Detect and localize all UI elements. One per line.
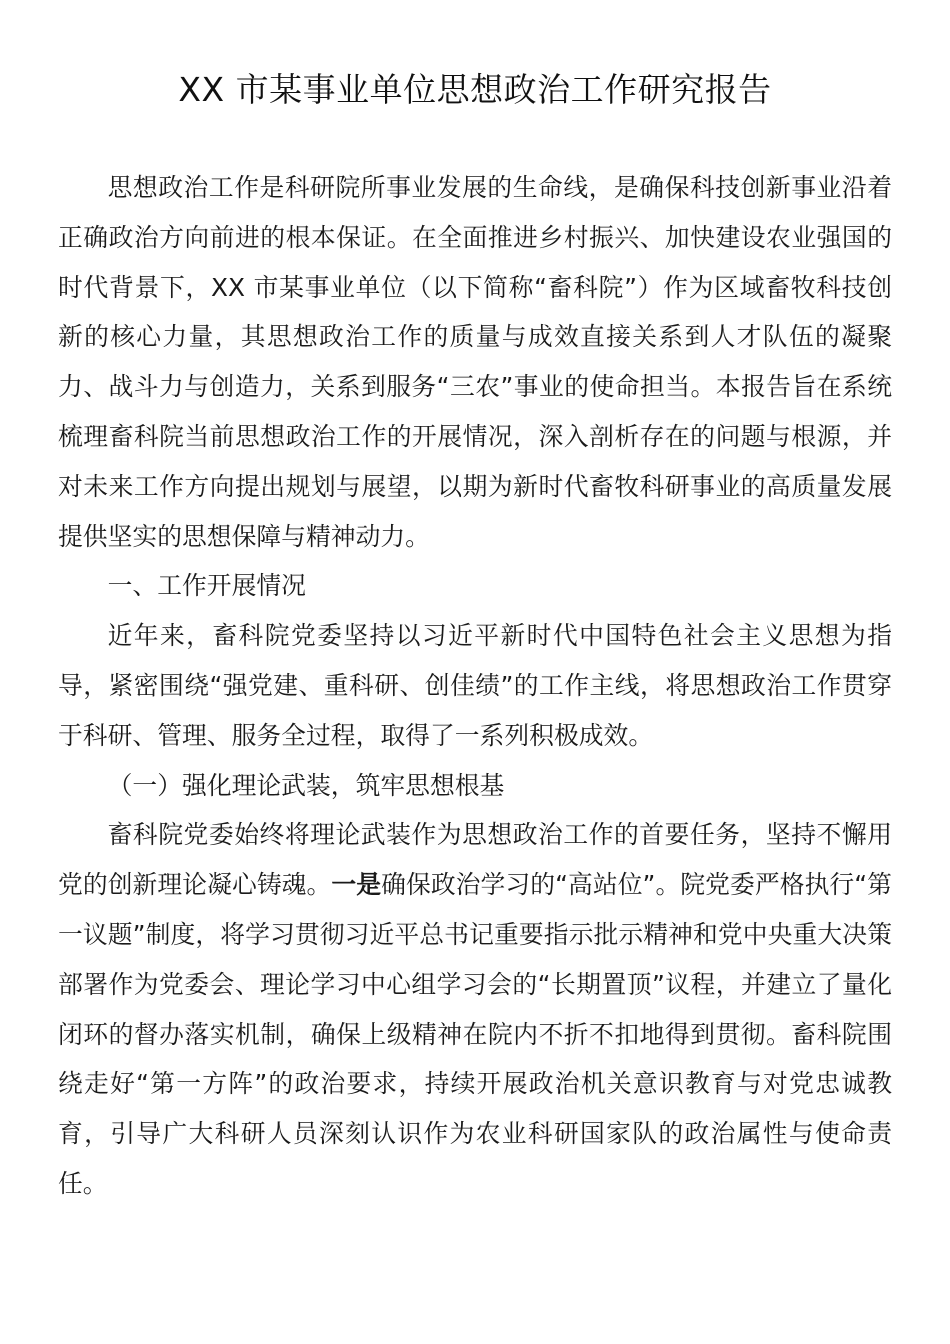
subsection-paragraph-bold-marker: 一是 bbox=[331, 870, 382, 900]
document-title: XX 市某事业单位思想政治工作研究报告 bbox=[178, 70, 772, 109]
subsection-paragraph bbox=[58, 810, 892, 1208]
subsection-heading: （一）强化理论武装，筑牢思想根基 bbox=[107, 770, 505, 800]
subsection-paragraph-lead: 畜科院党委始终将理论武装作为思想政治工作的首要任务，坚持不懈用党的创新理论凝心铸魂。 bbox=[58, 820, 892, 900]
section-paragraph: 近年来，畜科院党委坚持以习近平新时代中国特色社会主义思想为指导，紧密围绕“强党建、重科研、创佳绩”的工作主线，将思想政治工作贯穿于科研、管理、服务全过程，取得了一系列积极成效。 bbox=[58, 621, 892, 750]
intro-paragraph: 思想政治工作是科研院所事业发展的生命线，是确保科技创新事业沿着正确政治方向前进的根本保证。在全面推进乡村振兴、加快建设农业强国的时代背景下，XX 市某事业单位（以下简称“畜科院”）作为区域畜牧科技创新的核心力量，其思想政治工作的质量与成效直接关系到人才队伍的凝聚力、战斗力与创造力，关系到服务“三农”事业的使命担当。本报告旨在系统梳理畜科院当前思想政治工作的开展情况，深入剖析存在的问题与根源，并对未来工作方向提出规划与展望，以期为新时代畜牧科研事业的高质量发展提供坚实的思想保障与精神动力。 bbox=[58, 173, 892, 551]
section-heading: 一、工作开展情况 bbox=[107, 571, 306, 601]
document-body bbox=[58, 163, 892, 1209]
subsection-paragraph-rest: 确保政治学习的“高站位”。院党委严格执行“第一议题”制度，将学习贯彻习近平总书记重要指示批示精神和党中央重大决策部署作为党委会、理论学习中心组学习会的“长期置顶”议程，并建立了量化闭环的督办落实机制，确保上级精神在院内不折不扣地得到贯彻。畜科院围绕走好“第一方阵”的政治要求，持续开展政治机关意识教育与对党忠诚教育，引导广大科研人员深刻认识作为农业科研国家队的政治属性与使命责任。 bbox=[58, 870, 892, 1198]
